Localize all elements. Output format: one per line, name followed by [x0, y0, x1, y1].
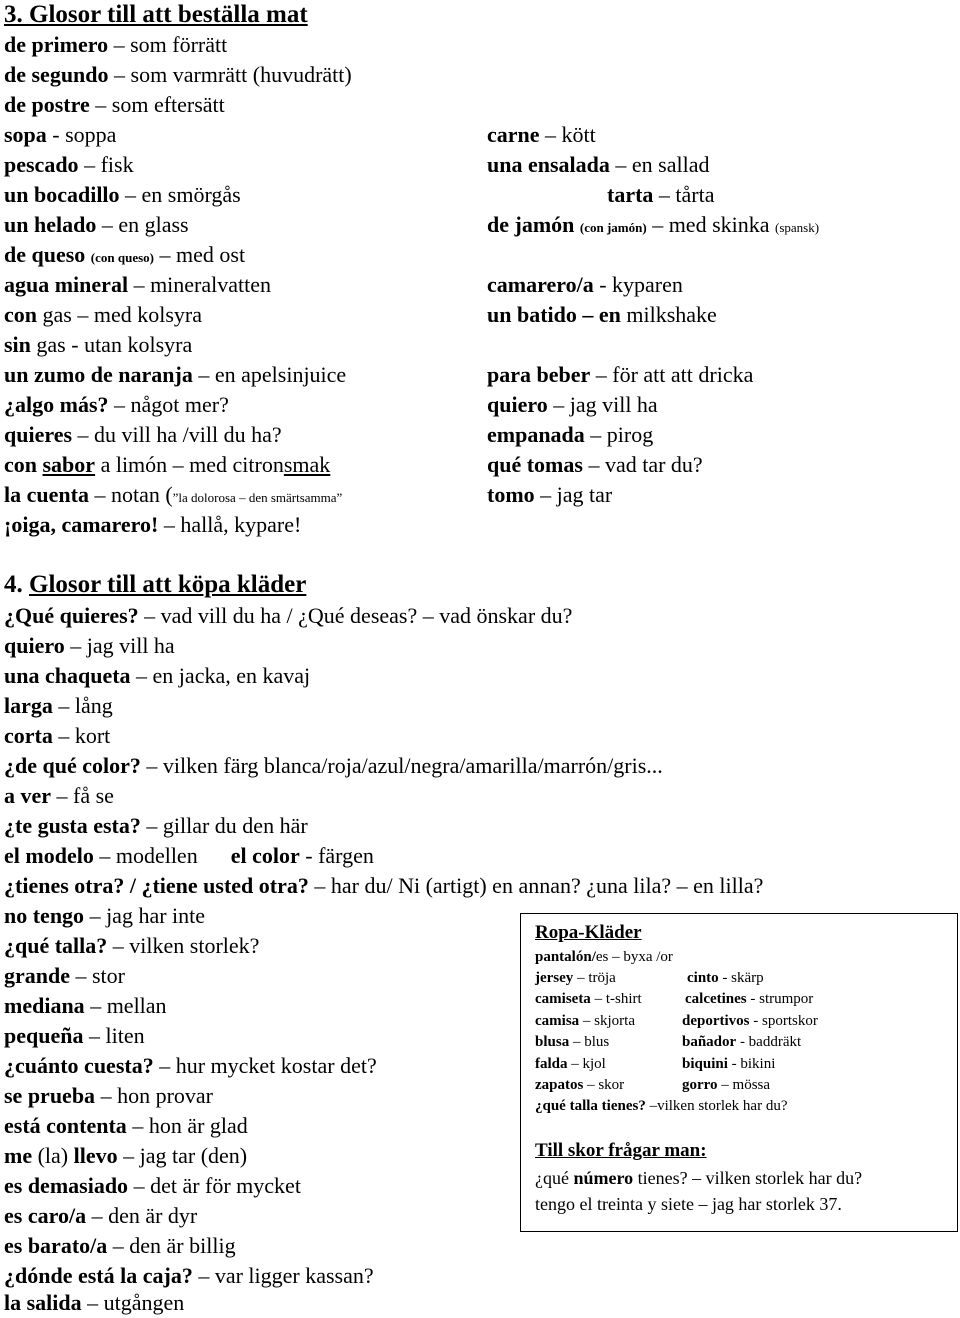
- vocab-line: quiero – jag vill ha: [487, 392, 658, 417]
- vocab-line: una chaqueta – en jacka, en kavaj: [4, 663, 311, 688]
- vocab-line: grande – stor: [4, 963, 125, 988]
- vocab-line: ¿cuánto cuesta? – hur mycket kostar det?: [4, 1053, 377, 1078]
- vocab-line: la salida – utgången: [4, 1290, 185, 1315]
- vocab-line: de segundo – som varmrätt (huvudrätt): [4, 62, 352, 87]
- vocab-line: un zumo de naranja – en apelsinjuice: [4, 362, 347, 387]
- box-row: camiseta – t-shirt: [535, 991, 642, 1007]
- vocab-line: larga – lång: [4, 693, 113, 718]
- vocab-line: camarero/a - kyparen: [487, 272, 683, 297]
- box-row: ¿qué talla tienes? –vilken storlek har du?: [535, 1098, 788, 1114]
- vocab-line: ¡oiga, camarero! – hallå, kypare!: [4, 512, 302, 537]
- vocab-line: no tengo – jag har inte: [4, 903, 206, 928]
- vocab-line: a ver – få se: [4, 783, 114, 808]
- vocab-line: con sabor a limón – med citronsmak: [4, 452, 331, 477]
- vocab-line: un bocadillo – en smörgås: [4, 182, 241, 207]
- box-row: jersey – tröja: [535, 970, 616, 986]
- box-row: cinto - skärp: [687, 970, 764, 986]
- vocab-line: la cuenta – notan (”la dolorosa – den smärtsamma”: [4, 482, 343, 507]
- vocab-line: ¿de qué color? – vilken färg blanca/roja/azul/negra/amarilla/marrón/gris...: [4, 753, 663, 778]
- vocab-line: ¿Qué quieres? – vad vill du ha / ¿Qué deseas? – vad önskar du?: [4, 603, 573, 628]
- vocab-line: agua mineral – mineralvatten: [4, 272, 272, 297]
- vocab-line: sopa - soppa: [4, 122, 117, 147]
- clothing-box: [520, 913, 958, 1232]
- vocab-line: es caro/a – den är dyr: [4, 1203, 198, 1228]
- shoes-title: Till skor frågar man:: [535, 1140, 707, 1161]
- vocab-line: un batido – en milkshake: [487, 302, 717, 327]
- vocab-line: de jamón (con jamón) – med skinka (spansk): [487, 212, 820, 237]
- section3-heading: 3. Glosor till att beställa mat: [4, 1, 308, 28]
- vocab-line: qué tomas – vad tar du?: [487, 452, 703, 477]
- vocab-line: para beber – för att att dricka: [487, 362, 754, 387]
- box-row: zapatos – skor: [535, 1077, 625, 1093]
- box-row: camisa – skjorta: [535, 1013, 635, 1029]
- vocab-line: de primero – som förrätt: [4, 32, 228, 57]
- vocab-line: de queso (con queso) – med ost: [4, 242, 246, 267]
- vocab-line: de postre – som eftersätt: [4, 92, 225, 117]
- vocab-line: sin gas - utan kolsyra: [4, 332, 193, 357]
- box-row: calcetines - strumpor: [685, 991, 814, 1007]
- shoes-question: ¿qué número tienes? – vilken storlek har du?: [535, 1168, 863, 1188]
- shoes-answer: tengo el treinta y siete – jag har storlek 37.: [535, 1194, 842, 1214]
- vocab-line: ¿qué talla? – vilken storlek?: [4, 933, 260, 958]
- vocab-line: es barato/a – den är billig: [4, 1233, 236, 1258]
- vocab-line: me (la) llevo – jag tar (den): [4, 1143, 248, 1168]
- box-row: deportivos - sportskor: [682, 1013, 818, 1029]
- vocab-line: corta – kort: [4, 723, 111, 748]
- vocab-line: quieres – du vill ha /vill du ha?: [4, 422, 282, 447]
- clothing-box-title: Ropa-Kläder: [535, 922, 642, 943]
- vocab-line: mediana – mellan: [4, 993, 167, 1018]
- vocab-line: quiero – jag vill ha: [4, 633, 175, 658]
- vocab-line: ¿algo más? – något mer?: [4, 392, 229, 417]
- vocab-line: una ensalada – en sallad: [487, 152, 710, 177]
- vocab-line: empanada – pirog: [487, 422, 654, 447]
- box-row: falda – kjol: [535, 1056, 606, 1072]
- box-row: biquini - bikini: [682, 1056, 776, 1072]
- vocab-line: se prueba – hon provar: [4, 1083, 213, 1108]
- box-row: blusa – blus: [535, 1034, 610, 1050]
- vocab-line: pescado – fisk: [4, 152, 134, 177]
- vocab-line: está contenta – hon är glad: [4, 1113, 248, 1138]
- section4-heading: 4. Glosor till att köpa kläder: [4, 571, 307, 598]
- vocab-line: el modelo – modellen el color - färgen: [4, 843, 374, 868]
- vocab-line: ¿tienes otra? / ¿tiene usted otra? – har du/ Ni (artigt) en annan? ¿una lila? – en lilla?: [4, 873, 764, 898]
- box-row: pantalón/es – byxa /or: [535, 949, 673, 965]
- vocab-line: pequeña – liten: [4, 1023, 145, 1048]
- box-row: bañador - baddräkt: [682, 1034, 802, 1050]
- box-row: gorro – mössa: [682, 1077, 771, 1093]
- vocab-line: tarta – tårta: [607, 182, 715, 207]
- vocab-line: carne – kött: [487, 122, 596, 147]
- vocab-line: tomo – jag tar: [487, 482, 613, 507]
- vocab-line: con gas – med kolsyra: [4, 302, 202, 327]
- vocab-line: ¿dónde está la caja? – var ligger kassan?: [4, 1263, 374, 1288]
- vocab-line: un helado – en glass: [4, 212, 189, 237]
- vocab-line: ¿te gusta esta? – gillar du den här: [4, 813, 308, 838]
- vocab-line: es demasiado – det är för mycket: [4, 1173, 301, 1198]
